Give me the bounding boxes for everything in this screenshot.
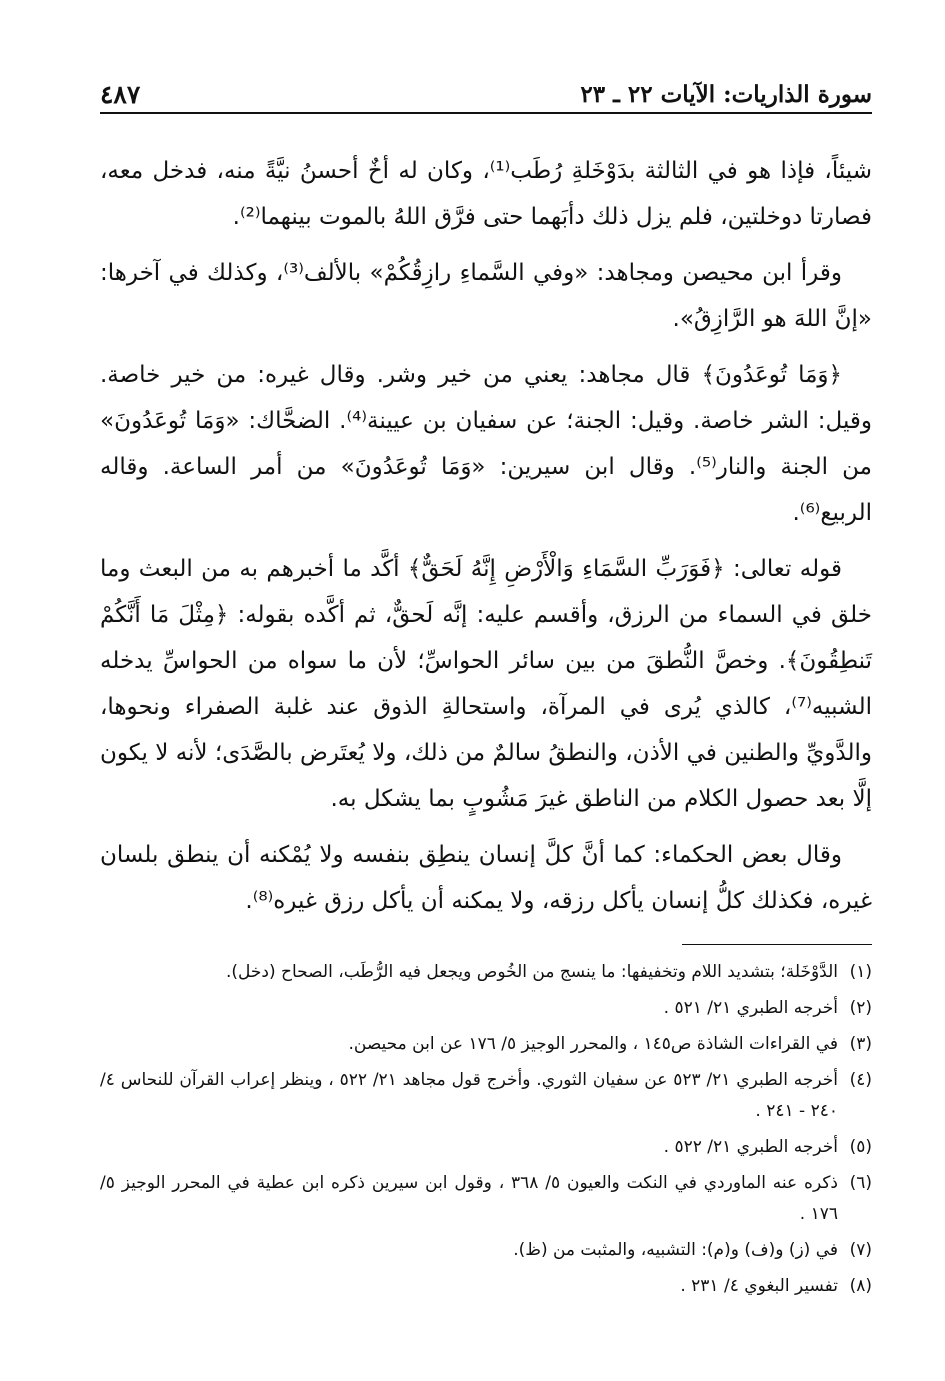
page-number: ٤٨٧: [100, 80, 141, 109]
footnote-text: في (ز) و(ف) و(م): التشبيه، والمثبت من (ظ).: [513, 1240, 838, 1260]
footnote-number: (٨): [849, 1276, 872, 1296]
paragraph-5: وقال بعض الحكماء: كما أنَّ كلَّ إنسان ينطِق بنفسه ولا يُمْكنه أن ينطق بلسان غيره، فكذلك كلُّ إنسان يأكل رزقه، ولا يمكنه أن يأكل رزق غيره⁽⁸⁾.: [100, 842, 872, 914]
footnote-text: أخرجه الطبري ٢١/ ٥٢٢ .: [663, 1137, 838, 1157]
footnotes: [100, 957, 872, 1302]
footnote-number: (٧): [849, 1240, 872, 1260]
footnote-number: (٢): [849, 998, 872, 1018]
footnote-text: تفسير البغوي ٤/ ٢٣١ .: [680, 1276, 838, 1296]
running-title: سورة الذاريات: الآيات ٢٢ ـ ٢٣: [580, 80, 872, 108]
footnote-6: [100, 1168, 872, 1230]
footnote-3: [100, 1029, 872, 1060]
footnote-number: (٤): [849, 1070, 872, 1090]
paragraph-2: وقرأ ابن محيصن ومجاهد: «وفي السَّماءِ رازِقُكُمْ» بالألف⁽³⁾، وكذلك في آخرها: «إنَّ اللهَ هو الرَّازِقُ».: [100, 260, 872, 332]
footnote-text: أخرجه الطبري ٢١/ ٥٢١ .: [663, 998, 838, 1018]
footnote-number: (٥): [849, 1137, 872, 1157]
footnote-text: أخرجه الطبري ٢١/ ٥٢٣ عن سفيان الثوري. وأخرج قول مجاهد ٢١/ ٥٢٢ ، وينظر إعراب القرآن للنحاس ٤/ ٢٤٠ - ٢٤١ .: [100, 1070, 838, 1121]
footnote-text: ذكره عنه الماوردي في النكت والعيون ٥/ ٣٦٨ ، وقول ابن سيرين ذكره ابن عطية في المحرر الوجيز ٥/ ١٧٦ .: [100, 1173, 838, 1224]
footnote-7: [100, 1235, 872, 1266]
footnote-separator: [682, 944, 872, 945]
footnote-8: [100, 1271, 872, 1302]
footnote-text: في القراءات الشاذة ص١٤٥ ، والمحرر الوجيز ٥/ ١٧٦ عن ابن محيصن.: [348, 1034, 838, 1054]
footnote-number: (٣): [849, 1034, 872, 1054]
paragraph-1: شيئاً، فإذا هو في الثالثة بدَوْخَلةِ رُطَب⁽¹⁾، وكان له أخٌ أحسنُ نيَّةً منه، فدخل معه، فصارتا دوخلتين، فلم يزل ذلك دأبَهما حتى فرَّق اللهُ بالموت بينهما⁽²⁾.: [100, 158, 872, 230]
footnote-2: [100, 993, 872, 1024]
footnote-1: [100, 957, 872, 988]
footnote-text: الدَّوْخَلة؛ بتشديد اللام وتخفيفها: ما ينسج من الخُوص ويجعل فيه الرُّطَب، الصحاح (دخل).: [226, 962, 838, 982]
paragraph-4: قوله تعالى: ﴿فَوَرَبِّ السَّمَاءِ وَالْأَرْضِ إِنَّهُ لَحَقٌّ﴾ أكَّد ما أخبرهم به من البعث وما خلق في السماء من الرزق، وأقسم عليه: إنَّه لَحقٌّ، ثم أكَّده بقوله: ﴿مِثْلَ مَا أَنَّكُمْ تَنطِقُونَ﴾. وخصَّ النُّطقَ من بين سائر الحواسِّ؛ لأن ما سواه من الحواسِّ يدخله الشبيه⁽⁷⁾، كالذي يُرى في المرآة، واستحالةِ الذوق عند غلبة الصفراء ونحوها، والدَّويِّ والطنين في الأذن، والنطقُ سالمٌ من ذلك، ولا يُعتَرض بالصَّدَى؛ لأنه لا يكون إلَّا بعد حصول الكلام من الناطق غيرَ مَشُوبٍ بما يشكل به.: [100, 556, 872, 812]
page-header: [100, 68, 872, 114]
footnote-5: [100, 1132, 872, 1163]
paragraph-3: ﴿وَمَا تُوعَدُونَ﴾ قال مجاهد: يعني من خير وشر. وقال غيره: من خير خاصة. وقيل: الشر خاصة. وقيل: الجنة؛ عن سفيان بن عيينة⁽⁴⁾. الضحَّاك: «وَمَا تُوعَدُونَ» من الجنة والنار⁽⁵⁾. وقال ابن سيرين: «وَمَا تُوعَدُونَ» من أمر الساعة. وقاله الربيع⁽⁶⁾.: [100, 362, 873, 526]
footnote-number: (٦): [849, 1173, 872, 1193]
main-text: [100, 148, 872, 924]
footnote-number: (١): [849, 962, 872, 982]
footnote-4: [100, 1065, 872, 1127]
book-page: [100, 68, 872, 1348]
